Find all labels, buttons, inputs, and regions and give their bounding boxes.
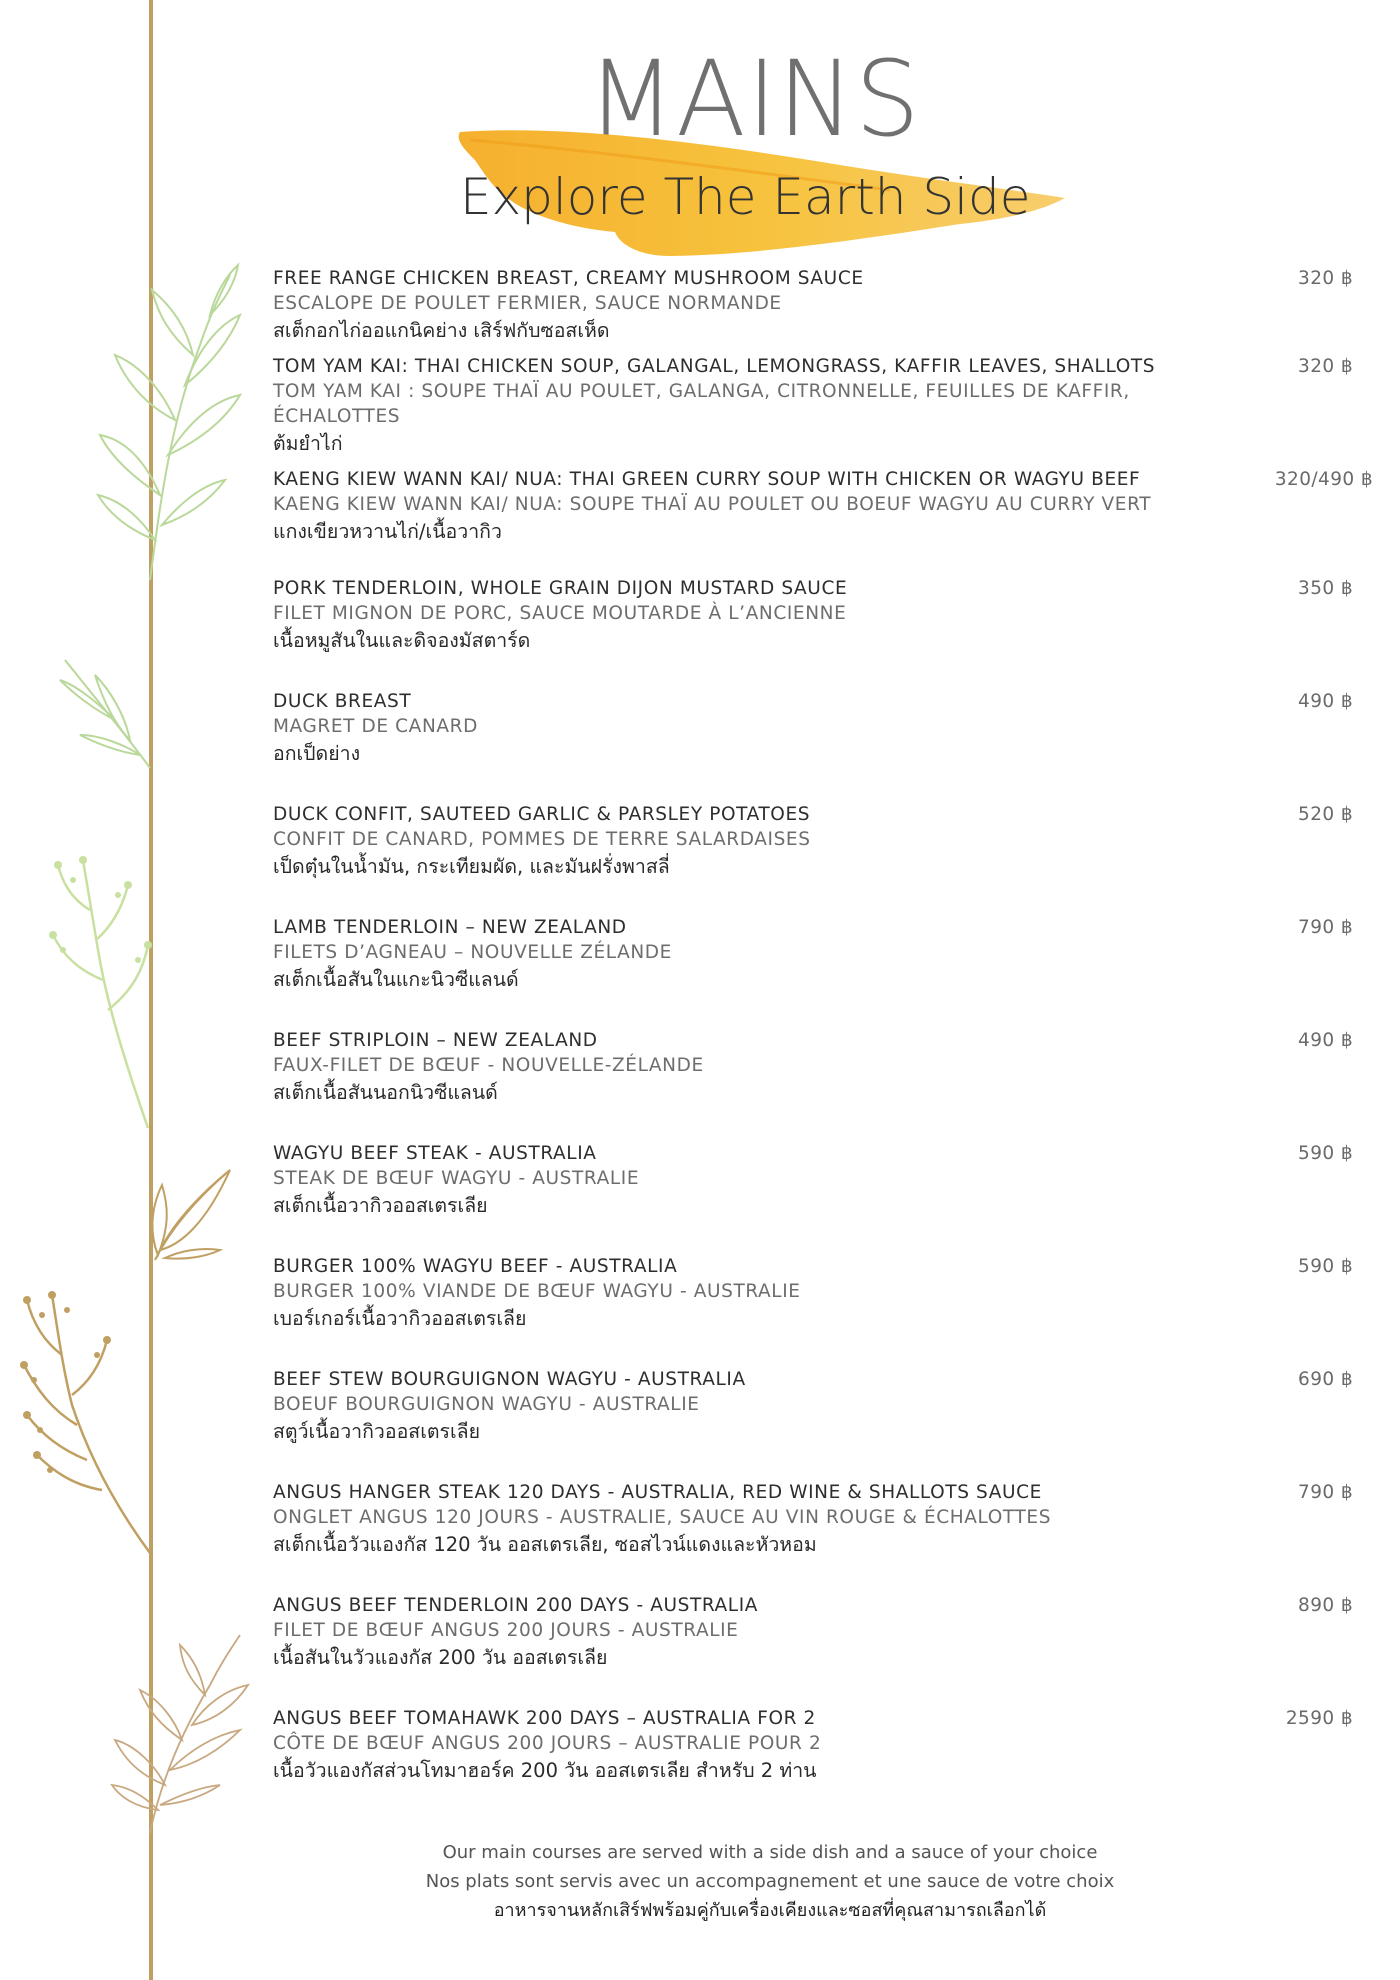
item-name-en: KAENG KIEW WANN KAI/ NUA: THAI GREEN CURRY SOUP WITH CHICKEN OR WAGYU BEEF [273,469,1141,490]
menu-item [273,1480,1353,1559]
item-name-en: WAGYU BEEF STEAK - AUSTRALIA [273,1143,597,1164]
menu-item [273,1141,1353,1220]
item-name-th: สเต็กอกไก่ออแกนิคย่าง เสิร์ฟกับซอสเห็ด [273,319,610,342]
item-name-fr: FAUX-FILET DE BŒUF - NOUVELLE-ZÉLANDE [273,1055,704,1076]
item-price: 350 ฿ [1298,578,1353,599]
gold-leaf-outline-icon [150,1165,235,1265]
item-price: 320 ฿ [1298,356,1353,377]
item-price: 2590 ฿ [1285,1708,1353,1729]
item-name-en: LAMB TENDERLOIN – NEW ZEALAND [273,917,627,938]
footer-note-th: อาหารจานหลักเสิร์ฟพร้อมคู่กับเครื่องเคียงและซอสที่คุณสามารถเลือกได้ [493,1900,1047,1921]
menu-item [273,1593,1353,1672]
menu-item [273,467,1373,546]
menu-item [273,802,1353,881]
item-name-th: ต้มยำไก่ [273,432,343,455]
item-name-en: TOM YAM KAI: THAI CHICKEN SOUP, GALANGAL, LEMONGRASS, KAFFIR LEAVES, SHALLOTS [273,356,1156,377]
item-name-en: BEEF STRIPLOIN – NEW ZEALAND [273,1030,598,1051]
item-name-en: BEEF STEW BOURGUIGNON WAGYU - AUSTRALIA [273,1369,746,1390]
item-name-fr: ESCALOPE DE POULET FERMIER, SAUCE NORMANDE [273,293,782,314]
item-name-th: สเต็กเนื้อสันนอกนิวซีแลนด์ [273,1081,498,1104]
gold-seed-branch-icon [12,1285,152,1555]
item-name-fr: CÔTE DE BŒUF ANGUS 200 JOURS – AUSTRALIE POUR 2 [273,1733,822,1754]
menu-item [273,266,1353,345]
gold-fern-branch-icon [110,1625,250,1835]
item-name-fr: BURGER 100% VIANDE DE BŒUF WAGYU - AUSTRALIE [273,1281,801,1302]
item-price: 590 ฿ [1298,1256,1353,1277]
menu-item [273,1706,1353,1785]
item-name-en: FREE RANGE CHICKEN BREAST, CREAMY MUSHROOM SAUCE [273,268,864,289]
menu-item [273,915,1353,994]
item-name-fr: FILET DE BŒUF ANGUS 200 JOURS - AUSTRALIE [273,1620,739,1641]
item-price: 320/490 ฿ [1274,469,1373,490]
item-name-en: DUCK BREAST [273,691,412,712]
item-name-fr: BOEUF BOURGUIGNON WAGYU - AUSTRALIE [273,1394,700,1415]
footer-note-fr: Nos plats sont servis avec un accompagnement et une sauce de votre choix [425,1871,1115,1892]
footer-note [330,1838,1210,1925]
page-title: MAINS [587,38,921,160]
item-name-th: แกงเขียวหวานไก่/เนื้อวากิว [273,520,502,543]
item-name-th: สเต็กเนื้อสันในแกะนิวซีแลนด์ [273,968,519,991]
menu-list [273,266,1373,1785]
item-name-th: เนื้อสันในวัวแองกัส 200 วัน ออสเตรเลีย [273,1646,608,1669]
item-name-th: เบอร์เกอร์เนื้อวากิวออสเตรเลีย [273,1307,527,1330]
subtitle-area [440,120,1080,270]
menu-item [273,1367,1353,1446]
item-name-th: อกเป็ดย่าง [273,742,361,765]
item-price: 890 ฿ [1298,1595,1353,1616]
item-name-en: PORK TENDERLOIN, WHOLE GRAIN DIJON MUSTARD SAUCE [273,578,848,599]
item-name-fr: CONFIT DE CANARD, POMMES DE TERRE SALARDAISES [273,829,811,850]
item-price: 320 ฿ [1298,268,1353,289]
item-name-fr: STEAK DE BŒUF WAGYU - AUSTRALIE [273,1168,640,1189]
item-price: 690 ฿ [1298,1369,1353,1390]
item-name-en: BURGER 100% WAGYU BEEF - AUSTRALIA [273,1256,678,1277]
item-name-th: สตูว์เนื้อวากิวออสเตรเลีย [273,1420,481,1443]
green-wildflower-icon [38,840,158,1130]
menu-item [273,576,1353,655]
item-name-en: ANGUS HANGER STEAK 120 DAYS - AUSTRALIA, RED WINE & SHALLOTS SAUCE [273,1482,1042,1503]
item-name-fr: TOM YAM KAI : SOUPE THAÏ AU POULET, GALANGA, CITRONNELLE, FEUILLES DE KAFFIR, ÉCHALOTTES [273,381,1130,427]
item-name-en: ANGUS BEEF TENDERLOIN 200 DAYS - AUSTRALIA [273,1595,759,1616]
item-price: 520 ฿ [1298,804,1353,825]
item-name-fr: MAGRET DE CANARD [273,716,478,737]
item-name-th: เนื้อหมูสันในและดิจองมัสตาร์ด [273,629,531,652]
page-subtitle: Explore The Earth Side [460,168,1031,226]
item-name-fr: FILETS D’AGNEAU – NOUVELLE ZÉLANDE [273,942,672,963]
menu-item [273,354,1353,458]
menu-item [273,1254,1353,1333]
item-price: 790 ฿ [1298,1482,1353,1503]
item-name-en: ANGUS BEEF TOMAHAWK 200 DAYS – AUSTRALIA FOR 2 [273,1708,816,1729]
item-name-fr: KAENG KIEW WANN KAI/ NUA: SOUPE THAÏ AU POULET OU BOEUF WAGYU AU CURRY VERT [273,494,1152,515]
item-name-en: DUCK CONFIT, SAUTEED GARLIC & PARSLEY POTATOES [273,804,811,825]
item-name-fr: FILET MIGNON DE PORC, SAUCE MOUTARDE À L’ANCIENNE [273,603,847,624]
menu-item [273,1028,1353,1107]
footer-note-en: Our main courses are served with a side dish and a sauce of your choice [442,1842,1098,1863]
item-name-fr: ONGLET ANGUS 120 JOURS - AUSTRALIE, SAUCE AU VIN ROUGE & ÉCHALOTTES [273,1507,1052,1528]
green-leaf-branch-icon [90,255,250,585]
item-name-th: สเต็กเนื้อวากิวออสเตรเลีย [273,1194,488,1217]
green-leaf-sprig-icon [55,640,155,770]
item-price: 490 ฿ [1298,1030,1353,1051]
item-price: 490 ฿ [1298,691,1353,712]
item-price: 590 ฿ [1298,1143,1353,1164]
item-price: 790 ฿ [1298,917,1353,938]
item-name-th: เนื้อวัวแองกัสส่วนโทมาฮอร์ค 200 วัน ออสเตรเลีย สำหรับ 2 ท่าน [273,1759,817,1782]
item-name-th: สเต็กเนื้อวัวแองกัส 120 วัน ออสเตรเลีย, ซอสไวน์แดงและหัวหอม [273,1533,817,1556]
item-name-th: เป็ดตุ๋นในน้ำมัน, กระเทียมผัด, และมันฝรั่งพาสลี่ [273,855,670,878]
menu-item [273,689,1353,768]
